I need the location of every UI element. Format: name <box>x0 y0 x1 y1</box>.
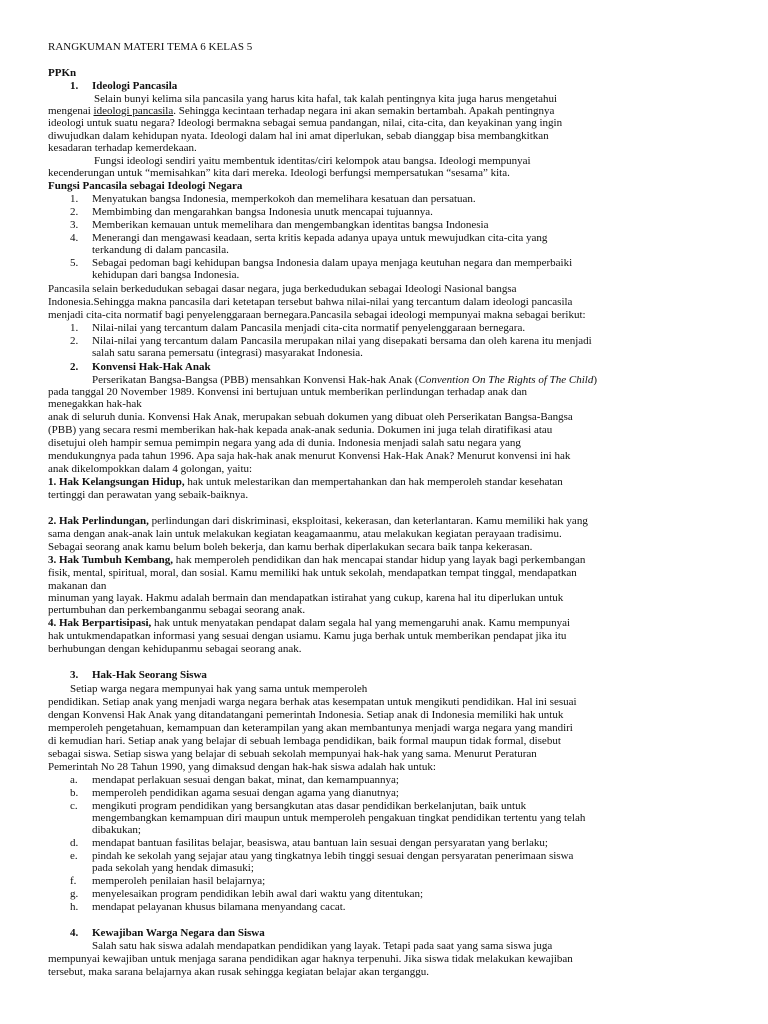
list-letter: e. <box>70 850 78 862</box>
list-item-continuation: kehidupan dari bangsa Indonesia. <box>92 269 240 281</box>
list-item-continuation: mengembangkan kemampuan diri maupun untuk memperoleh pengakuan tingkat pendidikan tertentu yang telah <box>92 812 586 824</box>
list-item: mendapat perlakuan sesuai dengan bakat, minat, dan kemampuannya; <box>92 774 399 786</box>
paragraph-line: sama dengan anak-anak lain untuk melakukan kegiatan keagamaanmu, atau melakukan kegiatan perayaan tradisimu. <box>48 528 562 540</box>
list-number: 1. <box>70 322 79 334</box>
paragraph-line: Perserikatan Bangsa-Bangsa (PBB) mensahkan Konvensi Hak-hak Anak (Convention On The Rights of The Child) <box>92 374 598 386</box>
paragraph-line: Fungsi ideologi sendiri yaitu membentuk identitas/ciri kelompok atau bangsa. Ideologi mempunyai <box>94 155 531 167</box>
paragraph-line: sebagai siswa. Setiap siswa yang belajar di sebuah sekolah mempunyai hak-hak yang sama. Menurut Peraturan <box>48 748 537 760</box>
list-item-continuation: dibakukan; <box>92 824 141 836</box>
paragraph-line: Pancasila selain berkedudukan sebagai dasar negara, juga berkedudukan sebagai Ideologi Nasional bangsa <box>48 283 517 295</box>
ideologi-pancasila-link-text: ideologi pancasila <box>93 105 174 117</box>
paragraph-line: Selain bunyi kelima sila pancasila yang harus kita hafal, tak kalah pentingnya kita juga harus mengetahui <box>94 93 558 105</box>
list-item: Nilai-nilai yang tercantum dalam Pancasila merupakan nilai yang disepakati bersama dan oleh karena itu menjadi <box>92 335 592 347</box>
paragraph-line: disetujui oleh hampir semua pemimpin negara yang ada di dunia. Indonesia menjadi salah satu negara yang <box>48 437 521 449</box>
paragraph-line: Sebagai seorang anak kamu belum boleh bekerja, dan kamu berhak diperlakukan secara baik tanpa kekerasan. <box>48 541 533 553</box>
list-number: 1. <box>70 193 79 205</box>
list-item: mendapat bantuan fasilitas belajar, beasiswa, atau bantuan lain sesuai dengan persyaratan yang berlaku; <box>92 837 548 849</box>
paragraph-line: mendukungnya pada tahun 1996. Apa saja hak-hak anak menurut Konvensi Hak-Hak Anak? Menurut konvensi ini hak <box>48 450 571 462</box>
list-letter: h. <box>70 901 79 913</box>
paragraph-line: pertumbuhan dan perkembanganmu sebagai seorang anak. <box>48 604 306 616</box>
list-letter: c. <box>70 800 78 812</box>
paragraph-line: di kemudian hari. Setiap anak yang belajar di sebuah lembaga pendidikan, baik formal maupun tidak formal, disebut <box>48 735 561 747</box>
list-item: menyelesaikan program pendidikan lebih awal dari waktu yang ditentukan; <box>92 888 424 900</box>
document-title: RANGKUMAN MATERI TEMA 6 KELAS 5 <box>48 41 253 53</box>
paragraph-line: berhubungan dengan kehidupanmu sebagai seorang anak. <box>48 643 302 655</box>
list-item: pindah ke sekolah yang sejajar atau yang tingkatnya lebih tinggi sesuai dengan persyaratan penerimaan siswa <box>92 850 574 862</box>
section-4-heading: Kewajiban Warga Negara dan Siswa <box>92 927 265 939</box>
list-item: Menerangi dan mengawasi keadaan, serta kritis kepada adanya upaya untuk mewujudkan cita-cita yang <box>92 232 548 244</box>
list-item: Membimbing dan mengarahkan bangsa Indonesia unutk mencapai tujuannya. <box>92 206 433 218</box>
fungsi-heading: Fungsi Pancasila sebagai Ideologi Negara <box>48 180 243 192</box>
paragraph-line: Setiap warga negara mempunyai hak yang sama untuk memperoleh <box>70 683 368 695</box>
list-item-continuation: salah satu sarana pemersatu (integrasi) masyarakat Indonesia. <box>92 347 363 359</box>
paragraph-line: menegakkan hak-hak <box>48 398 142 410</box>
list-item: mendapat pelayanan khusus bilamana menyandang cacat. <box>92 901 346 913</box>
paragraph-line: (PBB) yang secara resmi memberikan hak-hak kepada anak-anak sedunia. Dokumen ini juga telah diratifikasi atau <box>48 424 553 436</box>
list-item: Menyatukan bangsa Indonesia, memperkokoh dan memelihara kesatuan dan persatuan. <box>92 193 476 205</box>
list-item-continuation: pada sekolah yang hendak dimasuki; <box>92 862 254 874</box>
list-item: Sebagai pedoman bagi kehidupan bangsa Indonesia dalam upaya menjaga keutuhan negara dan memperbaiki <box>92 257 573 269</box>
list-number: 3. <box>70 219 79 231</box>
paragraph-line: tersebut, maka sarana belajarnya akan rusak sehingga kegiatan belajar akan terganggu. <box>48 966 429 978</box>
list-letter: d. <box>70 837 79 849</box>
paragraph-line: ideologi untuk suatu negara? Ideologi bermakna sebagai semua pandangan, nilai, cita-cita, dan keyakinan yang ingin <box>48 117 563 129</box>
list-letter: b. <box>70 787 79 799</box>
hak-berpartisipasi: 4. Hak Berpartisipasi, hak untuk menyatakan pendapat dalam segala hal yang memengaruhi anak. Kamu mempunyai <box>48 617 571 629</box>
paragraph-line: mengenai ideologi pancasila. Sehingga kecintaan terhadap negara ini akan semakin bertambah. Apakah pentingnya <box>48 105 555 117</box>
section-3-number: 3. <box>70 669 79 681</box>
paragraph-line: mempunyai kewajiban untuk menjaga sarana pendidikan agar haknya terpenuhi. Jika siswa tidak melakukan kewajiban <box>48 953 573 965</box>
list-item-continuation: terkandung di dalam pancasila. <box>92 244 229 256</box>
paragraph-line: Salah satu hak siswa adalah mendapatkan pendidikan yang layak. Tetapi pada saat yang sama siswa juga <box>92 940 553 952</box>
list-item: memperoleh pendidikan agama sesuai dengan agama yang dianutnya; <box>92 787 399 799</box>
paragraph-line: diwujudkan dalam kehidupan nyata. Ideologi dalam hal ini amat diperlukan, sebab dianggap bisa membangkitkan <box>48 130 549 142</box>
section-2-heading: Konvensi Hak-Hak Anak <box>92 361 211 373</box>
list-number: 2. <box>70 335 79 347</box>
paragraph-line: kesadaran terhadap kemerdekaan. <box>48 142 197 154</box>
paragraph-line: minuman yang layak. Hakmu adalah bermain dan mendapatkan istirahat yang cukup, karena hal itu diperlukan untuk <box>48 592 564 604</box>
hak-kelangsungan-hidup: 1. Hak Kelangsungan Hidup, hak untuk melestarikan dan mempertahankan dan hak memperoleh standar kesehatan <box>48 476 563 488</box>
section-4-number: 4. <box>70 927 79 939</box>
paragraph-line: anak di seluruh dunia. Konvensi Hak Anak, merupakan sebuah dokumen yang dibuat oleh Perserikatan Bangsa-Bangsa <box>48 411 573 423</box>
subject-heading: PPKn <box>48 67 77 79</box>
section-2-number: 2. <box>70 361 79 373</box>
list-item: memperoleh penilaian hasil belajarnya; <box>92 875 266 887</box>
list-letter: g. <box>70 888 79 900</box>
paragraph-line: menjadi cita-cita normatif bagi penyelenggaraan bernegara.Pancasila sebagai ideologi mempunyai makna sebagai berikut: <box>48 309 586 321</box>
paragraph-line: makanan dan <box>48 580 107 592</box>
section-1-number: 1. <box>70 80 79 92</box>
paragraph-line: pada tanggal 20 November 1989. Konvensi ini bertujuan untuk memberikan perlindungan terhadap anak dan <box>48 386 527 398</box>
paragraph-line: tertinggi dan perawatan yang sebaik-baiknya. <box>48 489 249 501</box>
list-letter: a. <box>70 774 78 786</box>
paragraph-line: hak untukmendapatkan informasi yang sesuai dengan usiamu. Kamu juga berhak untuk memberikan pendapat jika itu <box>48 630 567 642</box>
paragraph-line: anak dikelompokkan dalam 4 golongan, yaitu: <box>48 463 253 475</box>
paragraph-line: Indonesia.Sehingga makna pancasila dari ketetapan tersebut bahwa nilai-nilai yang tercantum dalam ideologi pancasila <box>48 296 573 308</box>
paragraph-line: memperoleh pengetahuan, kemampuan dan keterampilan yang akan membantunya menjadi warga negara yang mandiri <box>48 722 573 734</box>
list-item: Nilai-nilai yang tercantum dalam Pancasila menjadi cita-cita normatif penyelenggaraan bernegara. <box>92 322 526 334</box>
list-number: 5. <box>70 257 79 269</box>
list-letter: f. <box>70 875 77 887</box>
paragraph-line: Pemerintah No 28 Tahun 1990, yang dimaksud dengan hak-hak siswa adalah hak untuk: <box>48 761 436 773</box>
list-number: 4. <box>70 232 79 244</box>
list-number: 2. <box>70 206 79 218</box>
section-3-heading: Hak-Hak Seorang Siswa <box>92 669 207 681</box>
paragraph-line: fisik, mental, spiritual, moral, dan sosial. Kamu memiliki hak untuk sekolah, mendapatkan tempat tinggal, mendapatkan <box>48 567 577 579</box>
section-1-heading: Ideologi Pancasila <box>92 80 178 92</box>
hak-tumbuh-kembang: 3. Hak Tumbuh Kembang, hak memperoleh pendidikan dan hak mencapai standar hidup yang layak bagi perkembangan <box>48 554 586 566</box>
paragraph-line: dengan Konvensi Hak Anak yang ditandatangani pemerintah Indonesia. Setiap anak di Indonesia memiliki hak untuk <box>48 709 564 721</box>
paragraph-line: kecenderungan untuk “memisahkan” kita dari mereka. Ideologi berfungsi mempersatukan “sesama” kita. <box>48 167 510 179</box>
paragraph-line: pendidikan. Setiap anak yang menjadi warga negara berhak atas kesempatan untuk mengikuti pendidikan. Hal ini sesuai <box>48 696 577 708</box>
list-item: Memberikan kemauan untuk memelihara dan mengembangkan identitas bangsa Indonesia <box>92 219 489 231</box>
list-item: mengikuti program pendidikan yang bersangkutan atas dasar pendidikan berkelanjutan, baik untuk <box>92 800 527 812</box>
hak-perlindungan: 2. Hak Perlindungan, perlindungan dari diskriminasi, eksploitasi, kekerasan, dan keterlantaran. Kamu memiliki hak yang <box>48 515 588 527</box>
